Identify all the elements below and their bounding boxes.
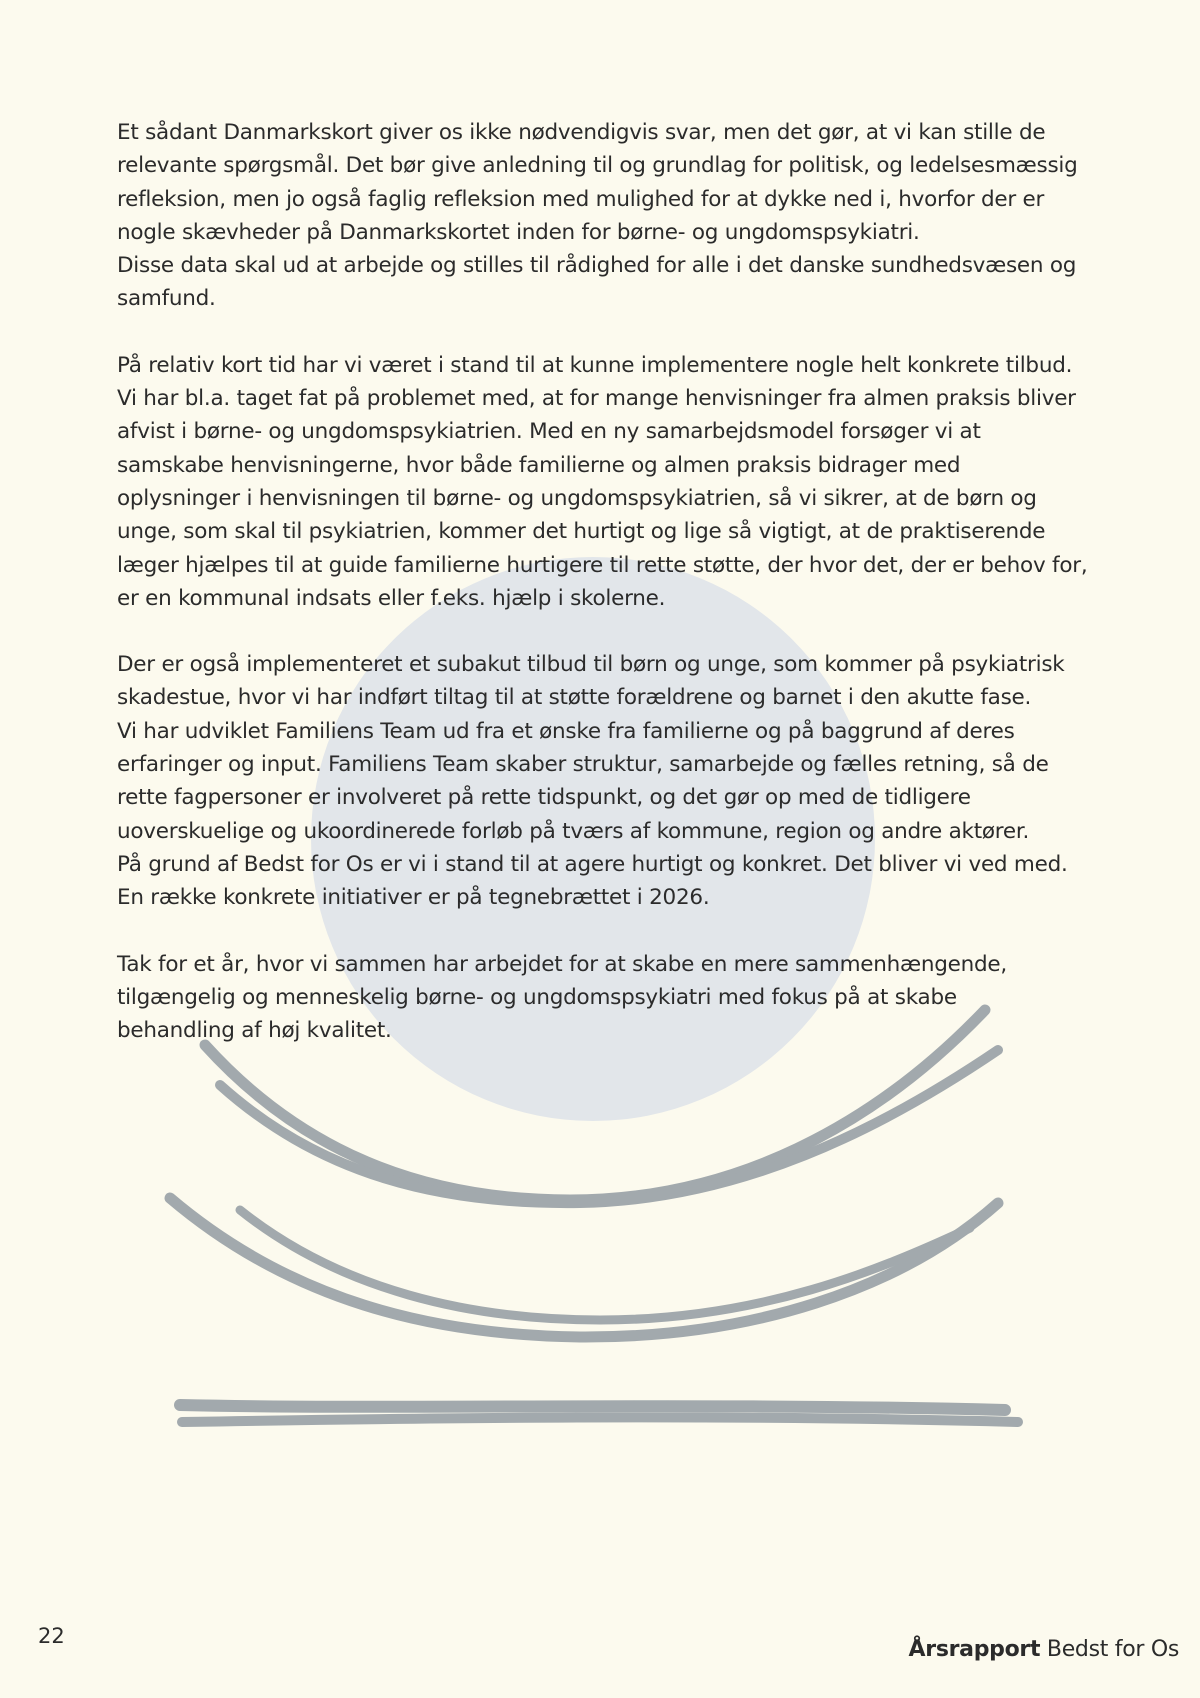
text-line: er en kommunal indsats eller f.eks. hjælp i skolerne. xyxy=(117,585,666,611)
brush-stroke-line-1 xyxy=(180,1405,1005,1410)
text-line: læger hjælpes til at guide familierne hurtigere til rette støtte, der hvor det, der er behov for, xyxy=(117,552,1088,578)
text-line: nogle skævheder på Danmarkskortet inden for børne- og ungdomspsykiatri. xyxy=(117,219,920,245)
paragraph-1 xyxy=(117,116,1087,316)
text-line: En række konkrete initiativer er på tegnebrættet i 2026. xyxy=(117,885,710,911)
paragraph-3 xyxy=(117,648,1087,914)
text-line: erfaringer og input. Familiens Team skaber struktur, samarbejde og fælles retning, så de xyxy=(117,752,1049,778)
text-line: Disse data skal ud at arbejde og stilles til rådighed for alle i det danske sundhedsvæsen og xyxy=(117,253,1077,279)
page-number: 22 xyxy=(38,1624,65,1648)
text-line: Et sådant Danmarkskort giver os ikke nødvendigvis svar, men det gør, at vi kan stille de xyxy=(117,120,1046,145)
text-line: rette fagpersoner er involveret på rette tidspunkt, og det gør op med de tidligere xyxy=(117,785,971,811)
text-line: afvist i børne- og ungdomspsykiatrien. Med en ny samarbejdsmodel forsøger vi at xyxy=(117,419,981,445)
paragraph-4 xyxy=(117,948,1087,1048)
text-line: behandling af høj kvalitet. xyxy=(117,1018,392,1044)
footer-title xyxy=(909,1637,1179,1662)
footer-title-rest: Bedst for Os xyxy=(1040,1637,1179,1662)
text-line: oplysninger i henvisningen til børne- og ungdomspsykiatrien, så vi sikrer, at de børn og xyxy=(117,485,1037,511)
text-line: Der er også implementeret et subakut tilbud til børn og unge, som kommer på psykiatrisk xyxy=(117,652,1065,678)
text-line: relevante spørgsmål. Det bør give anledning til og grundlag for politisk, og ledelsesmæssig xyxy=(117,153,1078,179)
text-line: unge, som skal til psykiatrien, kommer det hurtigt og lige så vigtigt, at de praktiserende xyxy=(117,519,1046,545)
text-line: På grund af Bedst for Os er vi i stand til at agere hurtigt og konkret. Det bliver vi ved med. xyxy=(117,851,1068,877)
text-line: samfund. xyxy=(117,286,216,312)
text-line: refleksion, men jo også faglig refleksion med mulighed for at dykke ned i, hvorfor der er xyxy=(117,186,1045,212)
text-line: På relativ kort tid har vi været i stand til at kunne implementere nogle helt konkrete tilbud. xyxy=(117,352,1073,378)
text-line: Vi har udviklet Familiens Team ud fra et ønske fra familierne og på baggrund af deres xyxy=(117,718,1015,744)
text-line: skadestue, hvor vi har indført tiltag til at støtte forældrene og barnet i den akutte fase. xyxy=(117,685,1032,711)
brush-stroke-line-2 xyxy=(182,1417,1018,1422)
paragraph-2 xyxy=(117,349,1087,615)
text-line: samskabe henvisningerne, hvor både familierne og almen praksis bidrager med xyxy=(117,452,961,478)
text-line: uoverskuelige og ukoordinerede forløb på tværs af kommune, region og andre aktører. xyxy=(117,818,1030,844)
footer-title-bold: Årsrapport xyxy=(908,1637,1041,1662)
main-text xyxy=(117,116,1087,1080)
text-line: Vi har bl.a. taget fat på problemet med, at for mange henvisninger fra almen praksis bliver xyxy=(117,386,1076,412)
text-line: tilgængelig og menneskelig børne- og ungdomspsykiatri med fokus på at skabe xyxy=(117,984,957,1010)
text-line: Tak for et år, hvor vi sammen har arbejdet for at skabe en mere sammenhængende, xyxy=(117,951,1007,977)
